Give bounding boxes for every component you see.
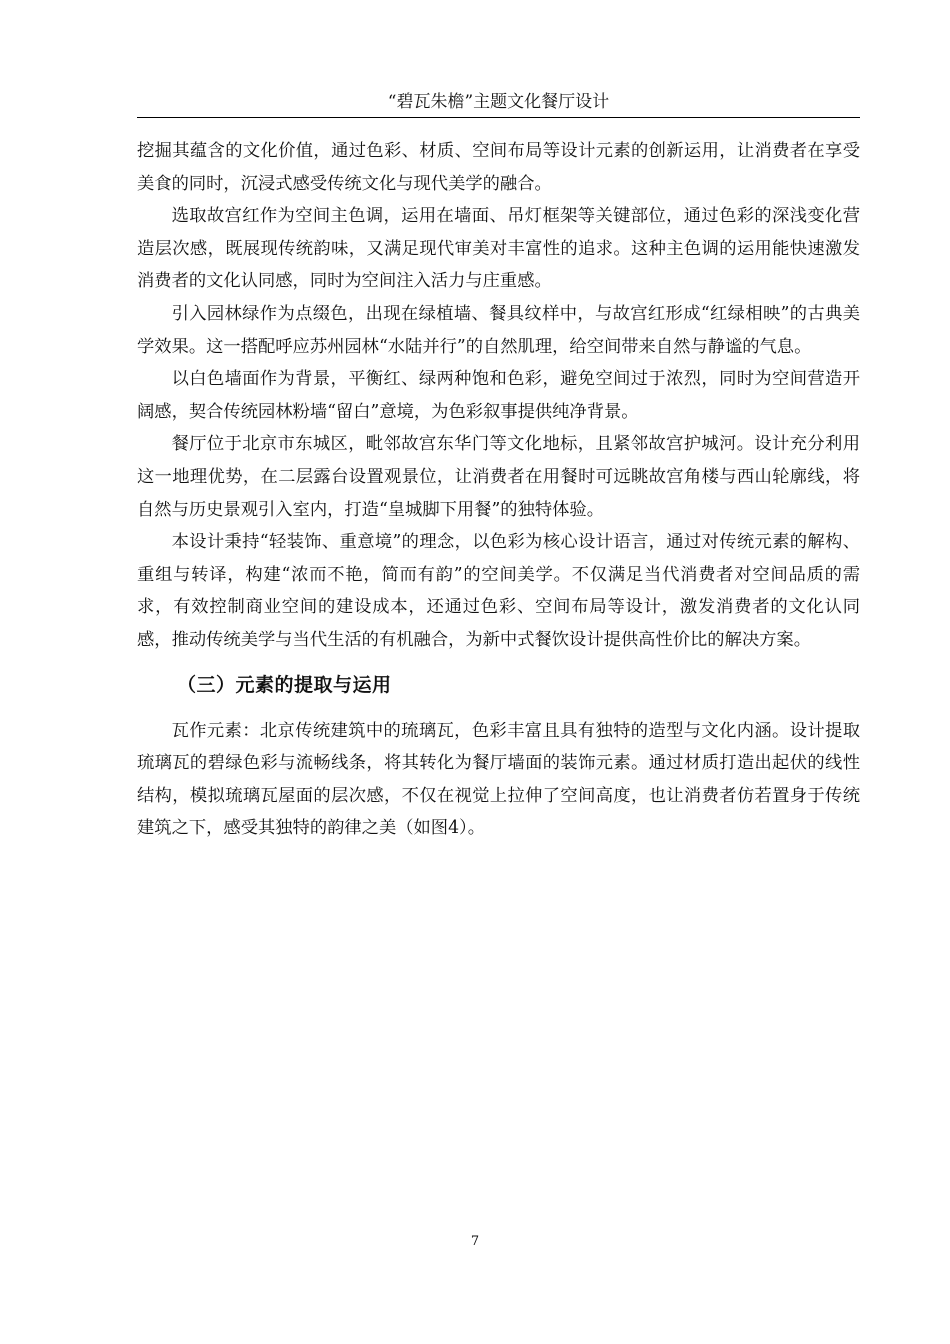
paragraph-continued: 挖掘其蕴含的文化价值，通过色彩、材质、空间布局等设计元素的创新运用，让消费者在享受美食的同时，沉浸式感受传统文化与现代美学的融合。 <box>137 141 860 194</box>
page-number: 7 <box>470 1234 480 1249</box>
paragraph-location: 餐厅位于北京市东城区，毗邻故宫东华门等文化地标，且紧邻故宫护城河。设计充分利用这一地理优势，在二层露台设置观景位，让消费者在用餐时可远眺故宫角楼与西山轮廓线，将自然与历史景观引入室内，打造“皇城脚下用餐”的独特体验。 <box>137 434 860 520</box>
section-heading: （三）元素的提取与运用 <box>177 673 392 696</box>
header-divider <box>137 117 860 118</box>
paragraph-accent-color: 引入园林绿作为点缀色，出现在绿植墙、餐具纹样中，与故宫红形成“红绿相映”的古典美学效果。这一搭配呼应苏州园林“水陆并行”的自然肌理，给空间带来自然与静谧的气息。 <box>137 303 860 357</box>
document-body <box>137 135 860 845</box>
running-header: “碧瓦朱檐”主题文化餐厅设计 <box>387 92 610 112</box>
paragraph-background-color: 以白色墙面作为背景，平衡红、绿两种饱和色彩，避免空间过于浓烈，同时为空间营造开阔感，契合传统园林粉墙“留白”意境，为色彩叙事提供纯净背景。 <box>137 369 860 422</box>
paragraph-design-concept: 本设计秉持“轻装饰、重意境”的理念，以色彩为核心设计语言，通过对传统元素的解构、重组与转译，构建“浓而不艳，简而有韵”的空间美学。不仅满足当代消费者对空间品质的需求，有效控制商业空间的建设成本，还通过色彩、空间布局等设计，激发消费者的文化认同感，推动传统美学与当代生活的有机融合，为新中式餐饮设计提供高性价比的解决方案。 <box>137 532 860 650</box>
paragraph-tile-element: 瓦作元素：北京传统建筑中的琉璃瓦，色彩丰富且具有独特的造型与文化内涵。设计提取琉璃瓦的碧绿色彩与流畅线条，将其转化为餐厅墙面的装饰元素。通过材质打造出起伏的线性结构，模拟琉璃瓦屋面的层次感，不仅在视觉上拉伸了空间高度，也让消费者仿若置身于传统建筑之下，感受其独特的韵律之美（如图4）。 <box>137 720 860 839</box>
paragraph-main-color: 选取故宫红作为空间主色调，运用在墙面、吊灯框架等关键部位，通过色彩的深浅变化营造层次感，既展现传统韵味，又满足现代审美对丰富性的追求。这种主色调的运用能快速激发消费者的文化认同感，同时为空间注入活力与庄重感。 <box>137 206 860 292</box>
